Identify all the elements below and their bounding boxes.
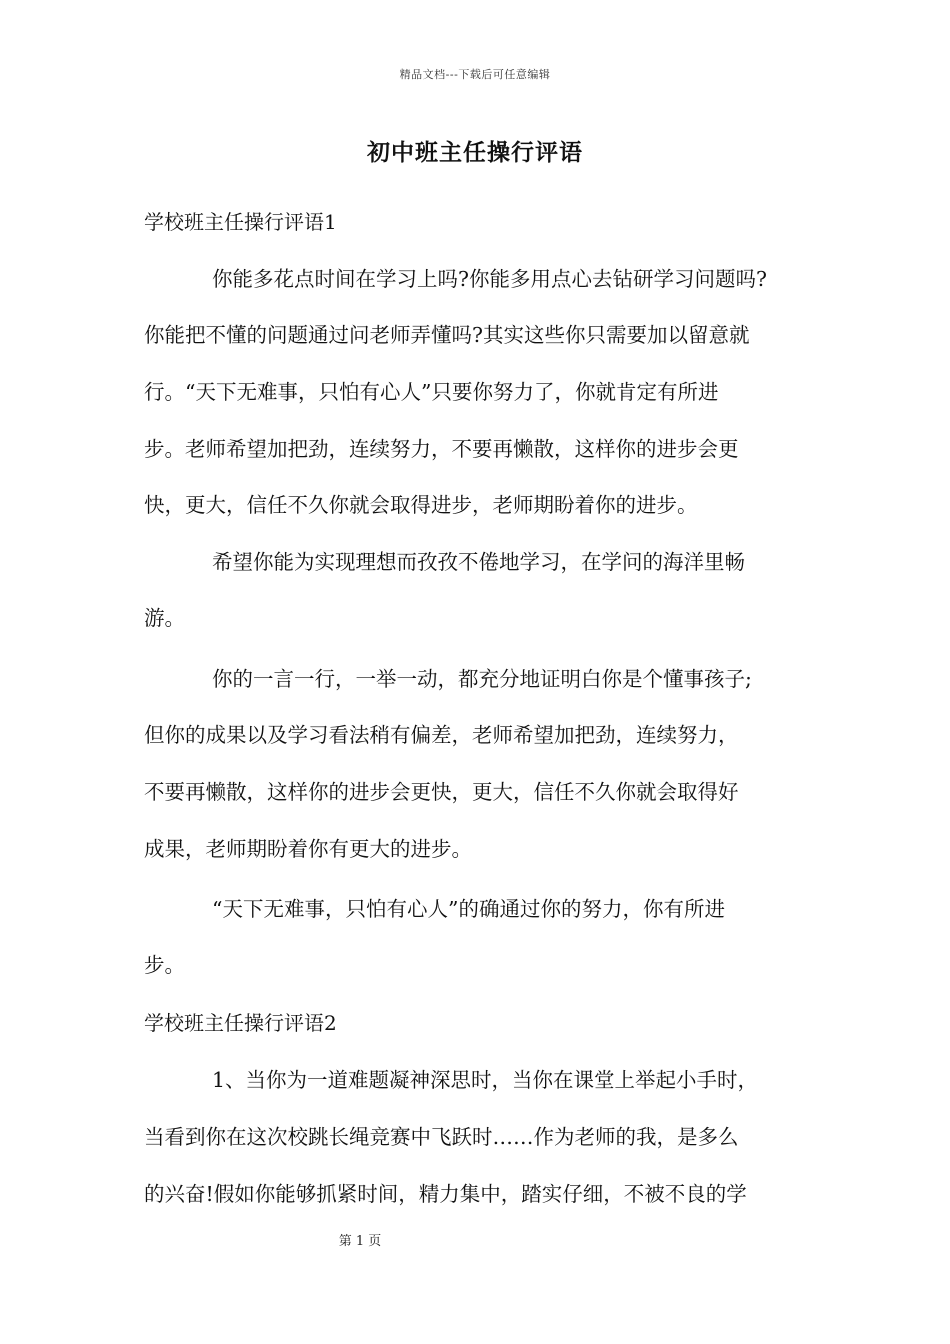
paragraph-line: 不要再懒散，这样你的进步会更快，更大，信任不久你就会取得好 xyxy=(144,780,739,804)
section-heading-2: 学校班主任操行评语2 xyxy=(144,1011,337,1035)
page-number: 第 1 页 xyxy=(338,1234,382,1249)
page-header: 精品文档---下载后可任意编辑 xyxy=(399,68,551,81)
paragraph-line: 步。 xyxy=(144,953,185,977)
paragraph-line: 快，更大，信任不久你就会取得进步，老师期盼着你的进步。 xyxy=(144,493,698,517)
paragraph-line: 1、当你为一道难题凝神深思时，当你在课堂上举起小手时， xyxy=(212,1068,759,1092)
paragraph-line: 你能把不懂的问题通过问老师弄懂吗?其实这些你只需要加以留意就 xyxy=(144,323,750,347)
document-title: 初中班主任操行评语 xyxy=(367,139,583,166)
paragraph-line: 成果，老师期盼着你有更大的进步。 xyxy=(144,837,472,861)
paragraph-line: 步。老师希望加把劲，连续努力，不要再懒散，这样你的进步会更 xyxy=(144,437,739,461)
paragraph-line: 希望你能为实现理想而孜孜不倦地学习，在学问的海洋里畅 xyxy=(212,550,745,574)
paragraph-line: 行。“天下无难事，只怕有心人”只要你努力了，你就肯定有所进 xyxy=(144,380,719,404)
paragraph-line: “天下无难事，只怕有心人”的确通过你的努力，你有所进 xyxy=(212,897,725,921)
section-heading-1: 学校班主任操行评语1 xyxy=(144,210,337,234)
paragraph-line: 但你的成果以及学习看法稍有偏差，老师希望加把劲，连续努力， xyxy=(144,723,739,747)
paragraph-line: 当看到你在这次校跳长绳竞赛中飞跃时……作为老师的我，是多么 xyxy=(144,1125,739,1149)
paragraph-line: 的兴奋!假如你能够抓紧时间，精力集中，踏实仔细，不被不良的学 xyxy=(144,1182,747,1206)
paragraph-line: 你的一言一行，一举一动，都充分地证明白你是个懂事孩子; xyxy=(212,667,752,691)
paragraph-line: 你能多花点时间在学习上吗?你能多用点心去钻研学习问题吗? xyxy=(212,267,767,291)
paragraph-line: 游。 xyxy=(144,606,185,630)
